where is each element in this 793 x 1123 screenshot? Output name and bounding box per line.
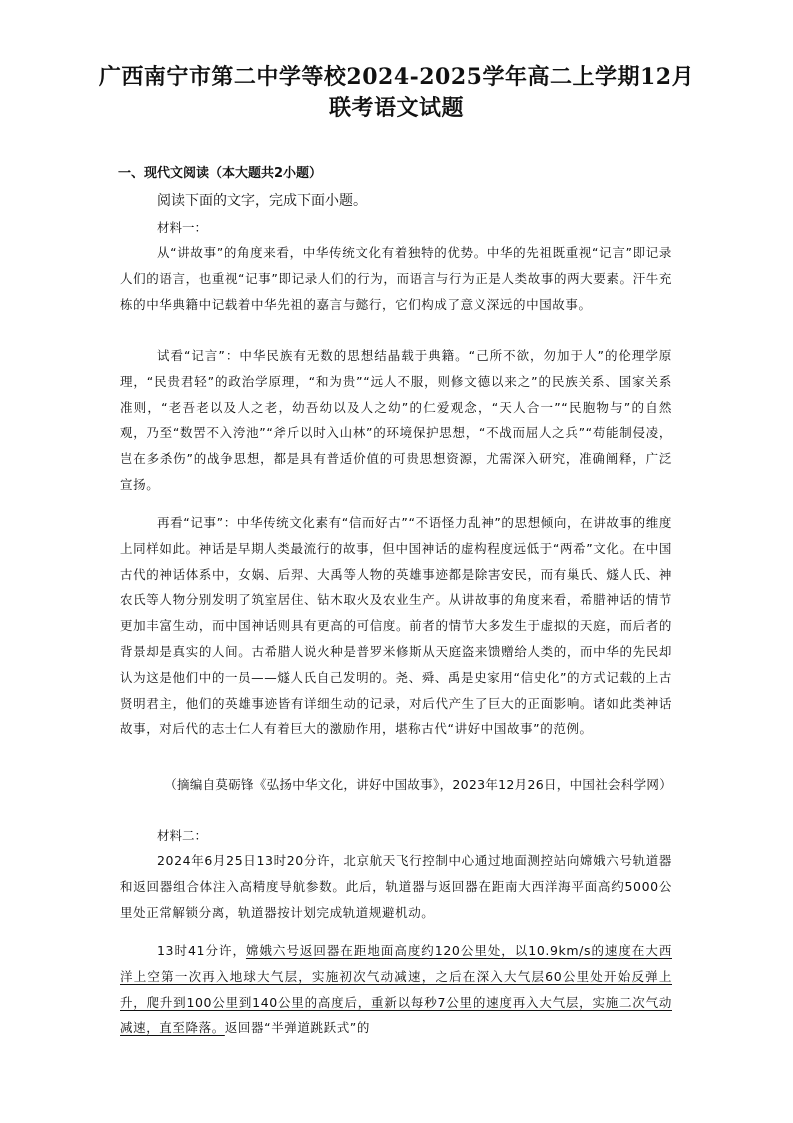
material-1-source: （摘编自莫砺锋《弘扬中华文化，讲好中国故事》，2023年12月26日，中国社会科学网） [164,777,672,792]
title-line-2: 联考语文试题 [328,95,464,121]
material-2-paragraph-2 [120,938,672,1041]
material-1-label: 材料一： [157,220,208,235]
title-line-1: 广西南宁市第二中学等校2024-2025学年高二上学期12月 [98,64,695,90]
reading-instruction: 阅读下面的文字，完成下面小题。 [157,193,367,209]
material-1-paragraph-1: 从“讲故事”的角度来看，中华传统文化有着独特的优势。中华的先祖既重视“记言”即记录人们的语言，也重视“记事”即记录人们的行为，而语言与行为正是人类故事的两大要素。汗牛充栋的中华典籍中记载着中华先祖的嘉言与懿行，它们构成了意义深远的中国故事。 [120,245,672,312]
material-2-label: 材料二： [157,828,208,843]
underlined-passage: 嫦娥六号返回器在距地面高度约120公里处，以10.9km/s的速度在大西洋上空第一次再入地球大气层，实施初次气动减速，之后在深入大气层60公里处开始反弹上升，爬升到100公里到140公里的高度后，重新以每秒7公里的速度再入大气层，实施二次气动减速，直至降落。 [120,943,672,1036]
paragraph-lead: 13时41分许， [157,943,246,958]
material-1-paragraph-3: 再看“记事”：中华传统文化素有“信而好古”“不语怪力乱神”的思想倾向，在讲故事的维度上同样如此。神话是早期人类最流行的故事，但中国神话的虚构程度远低于“两希”文化。在中国古代的神话体系中，女娲、后羿、大禹等人物的英雄事迹都是除害安民，而有巢氏、燧人氏、神农氏等人物分别发明了筑室居住、钻木取火及农业生产。从讲故事的角度来看，希腊神话的情节更加丰富生动，而中国神话则具有更高的可信度。前者的情节大多发生于虚拟的天庭，而后者的背景却是真实的人间。古希腊人说火种是普罗米修斯从天庭盗来馈赠给人类的，而中华的先民却认为这是他们中的一员——燧人氏自己发明的。尧、舜、禹是史家用“信史化”的方式记载的上古贤明君主，他们的英雄事迹皆有详细生动的记录，对后代产生了巨大的正面影响。诸如此类神话故事，对后代的志士仁人有着巨大的激励作用，堪称古代“讲好中国故事”的范例。 [120,515,672,737]
page-title [70,62,723,124]
paragraph-tail: 返回器“半弹道跳跃式”的 [224,1020,370,1036]
material-1-paragraph-2: 试看“记言”：中华民族有无数的思想结晶载于典籍。“己所不欲，勿加于人”的伦理学原理，“民贵君轻”的政治学原理，“和为贵”“远人不服，则修文德以来之”的民族关系、国家关系准则，“老吾老以及人之老，幼吾幼以及人之幼”的仁爱观念，“天人合一”“民胞物与”的自然观，乃至“数罟不入洿池”“斧斤以时入山林”的环境保护思想，“不战而屈人之兵”“苟能制侵凌，岂在多杀伤”的战争思想，都是具有普适价值的可贵思想资源，尤需深入研究，准确阐释，广泛宣扬。 [120,348,672,492]
material-2-paragraph-1: 2024年6月25日13时20分许，北京航天飞行控制中心通过地面测控站向嫦娥六号轨道器和返回器组合体注入高精度导航参数。此后，轨道器与返回器在距南大西洋海平面高约5000公里处正常解锁分离，轨道器按计划完成轨道规避机动。 [120,853,672,920]
section-heading: 一、现代文阅读（本大题共2小题） [118,166,323,181]
